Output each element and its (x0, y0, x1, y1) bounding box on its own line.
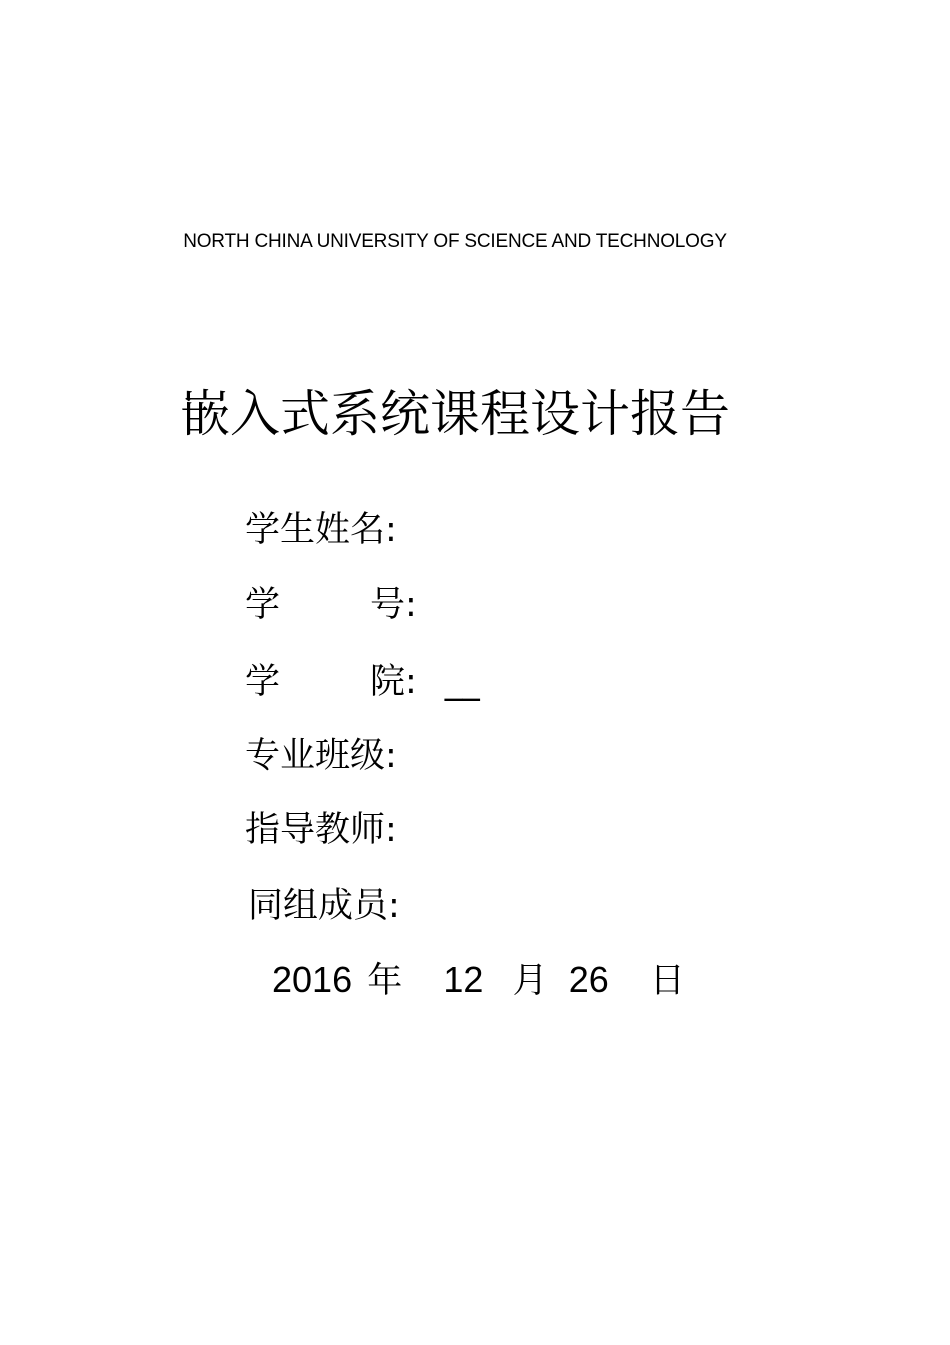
field-student-name (245, 508, 425, 552)
field-college-label (245, 660, 405, 704)
field-advisor (245, 808, 425, 852)
field-college-label-a: 学 (245, 662, 281, 702)
date-day: 26 (568, 959, 609, 1000)
field-colon: : (385, 810, 397, 850)
field-colon: : (388, 886, 400, 926)
field-colon: : (385, 736, 397, 776)
university-name: NORTH CHINA UNIVERSITY OF SCIENCE AND TECHNOLOGY (183, 231, 727, 252)
field-student-id-label (245, 583, 405, 627)
report-title: 嵌入式系统课程设计报告 (180, 385, 730, 443)
field-student-id-label-a: 学 (245, 585, 281, 625)
field-group-members-label: 同组成员 (248, 886, 389, 926)
date-day-unit: 日 (649, 961, 685, 1001)
field-college-label-b: 院 (369, 662, 405, 702)
field-college-value: __ (444, 662, 480, 702)
report-date (272, 958, 685, 1003)
field-colon: : (405, 585, 417, 625)
date-year-unit: 年 (367, 961, 403, 1001)
date-month-unit: 月 (512, 961, 548, 1001)
field-college (245, 660, 480, 704)
field-major-class-label: 专业班级 (245, 736, 386, 776)
field-student-name-label: 学生姓名 (245, 510, 386, 550)
field-advisor-label: 指导教师 (245, 810, 386, 850)
field-major-class (245, 734, 425, 778)
field-colon: : (385, 510, 397, 550)
date-month: 12 (443, 959, 484, 1000)
field-group-members (248, 884, 428, 928)
field-colon: : (405, 662, 417, 702)
field-student-id-label-b: 号 (369, 585, 405, 625)
date-year: 2016 (272, 959, 353, 1000)
field-student-id (245, 583, 445, 627)
